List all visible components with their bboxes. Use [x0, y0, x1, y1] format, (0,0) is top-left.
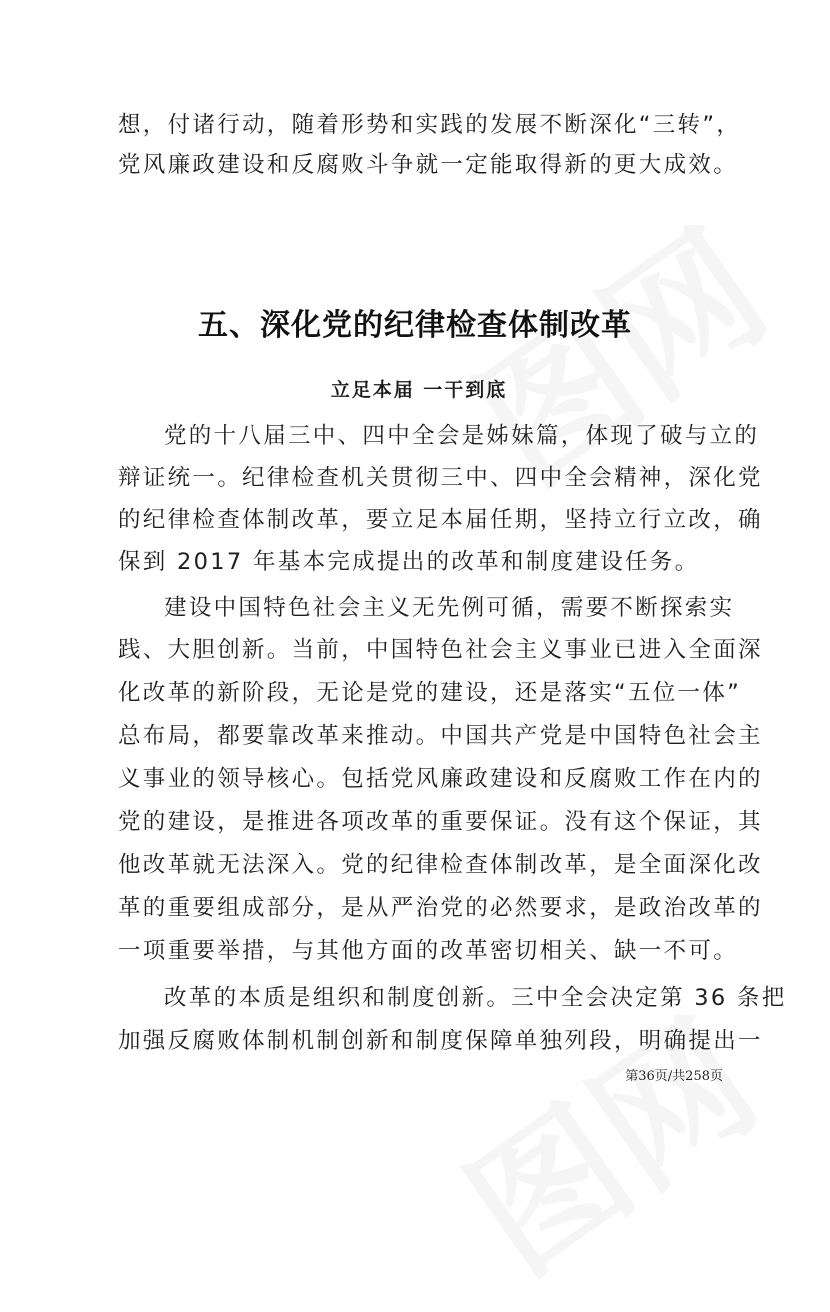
text-line: 一项重要举措，与其他方面的改革密切相关、缺一不可。: [118, 938, 739, 964]
text-line: 党风廉政建设和反腐败斗争就一定能取得新的更大成效。: [118, 152, 739, 178]
text-line: 义事业的领导核心。包括党风廉政建设和反腐败工作在内的: [118, 766, 763, 792]
text-line: 加强反腐败体制机制创新和制度保障单独列段，明确提出一: [118, 1028, 763, 1054]
text-line: 建设中国特色社会主义无先例可循，需要不断探索实: [164, 595, 735, 621]
text-line: 想，付诸行动，随着形势和实践的发展不断深化“三转”，: [118, 112, 742, 138]
text-line: 辩证统一。纪律检查机关贯彻三中、四中全会精神，深化党: [118, 465, 763, 491]
text-line: 他改革就无法深入。党的纪律检查体制改革，是全面深化改: [118, 852, 763, 878]
text-line: 革的重要组成部分，是从严治党的必然要求，是政治改革的: [118, 895, 763, 921]
text-line: 党的十八届三中、四中全会是姊妹篇，体现了破与立的: [164, 423, 760, 449]
text-line: 党的建设，是推进各项改革的重要保证。没有这个保证，其: [118, 809, 763, 835]
watermark: [420, 963, 790, 1312]
section-heading: 五、深化党的纪律检查体制改革: [198, 308, 632, 343]
text-line: 化改革的新阶段，无论是党的建设，还是落实“五位一体”: [118, 680, 742, 706]
section-subheading: 立足本届 一干到底: [330, 379, 508, 401]
text-line: 保到 2017 年基本完成提出的改革和制度建设任务。: [118, 549, 700, 575]
page-indicator: 第36页/共258页: [625, 1069, 723, 1084]
text-line: 总布局，都要靠改革来推动。中国共产党是中国特色社会主: [118, 723, 763, 749]
text-line: 的纪律检查体制改革，要立足本届任期，坚持立行立改，确: [118, 507, 763, 533]
text-line: 践、大胆创新。当前，中国特色社会主义事业已进入全面深: [118, 637, 763, 663]
text-line: 改革的本质是组织和制度创新。三中全会决定第 36 条把: [164, 985, 787, 1011]
